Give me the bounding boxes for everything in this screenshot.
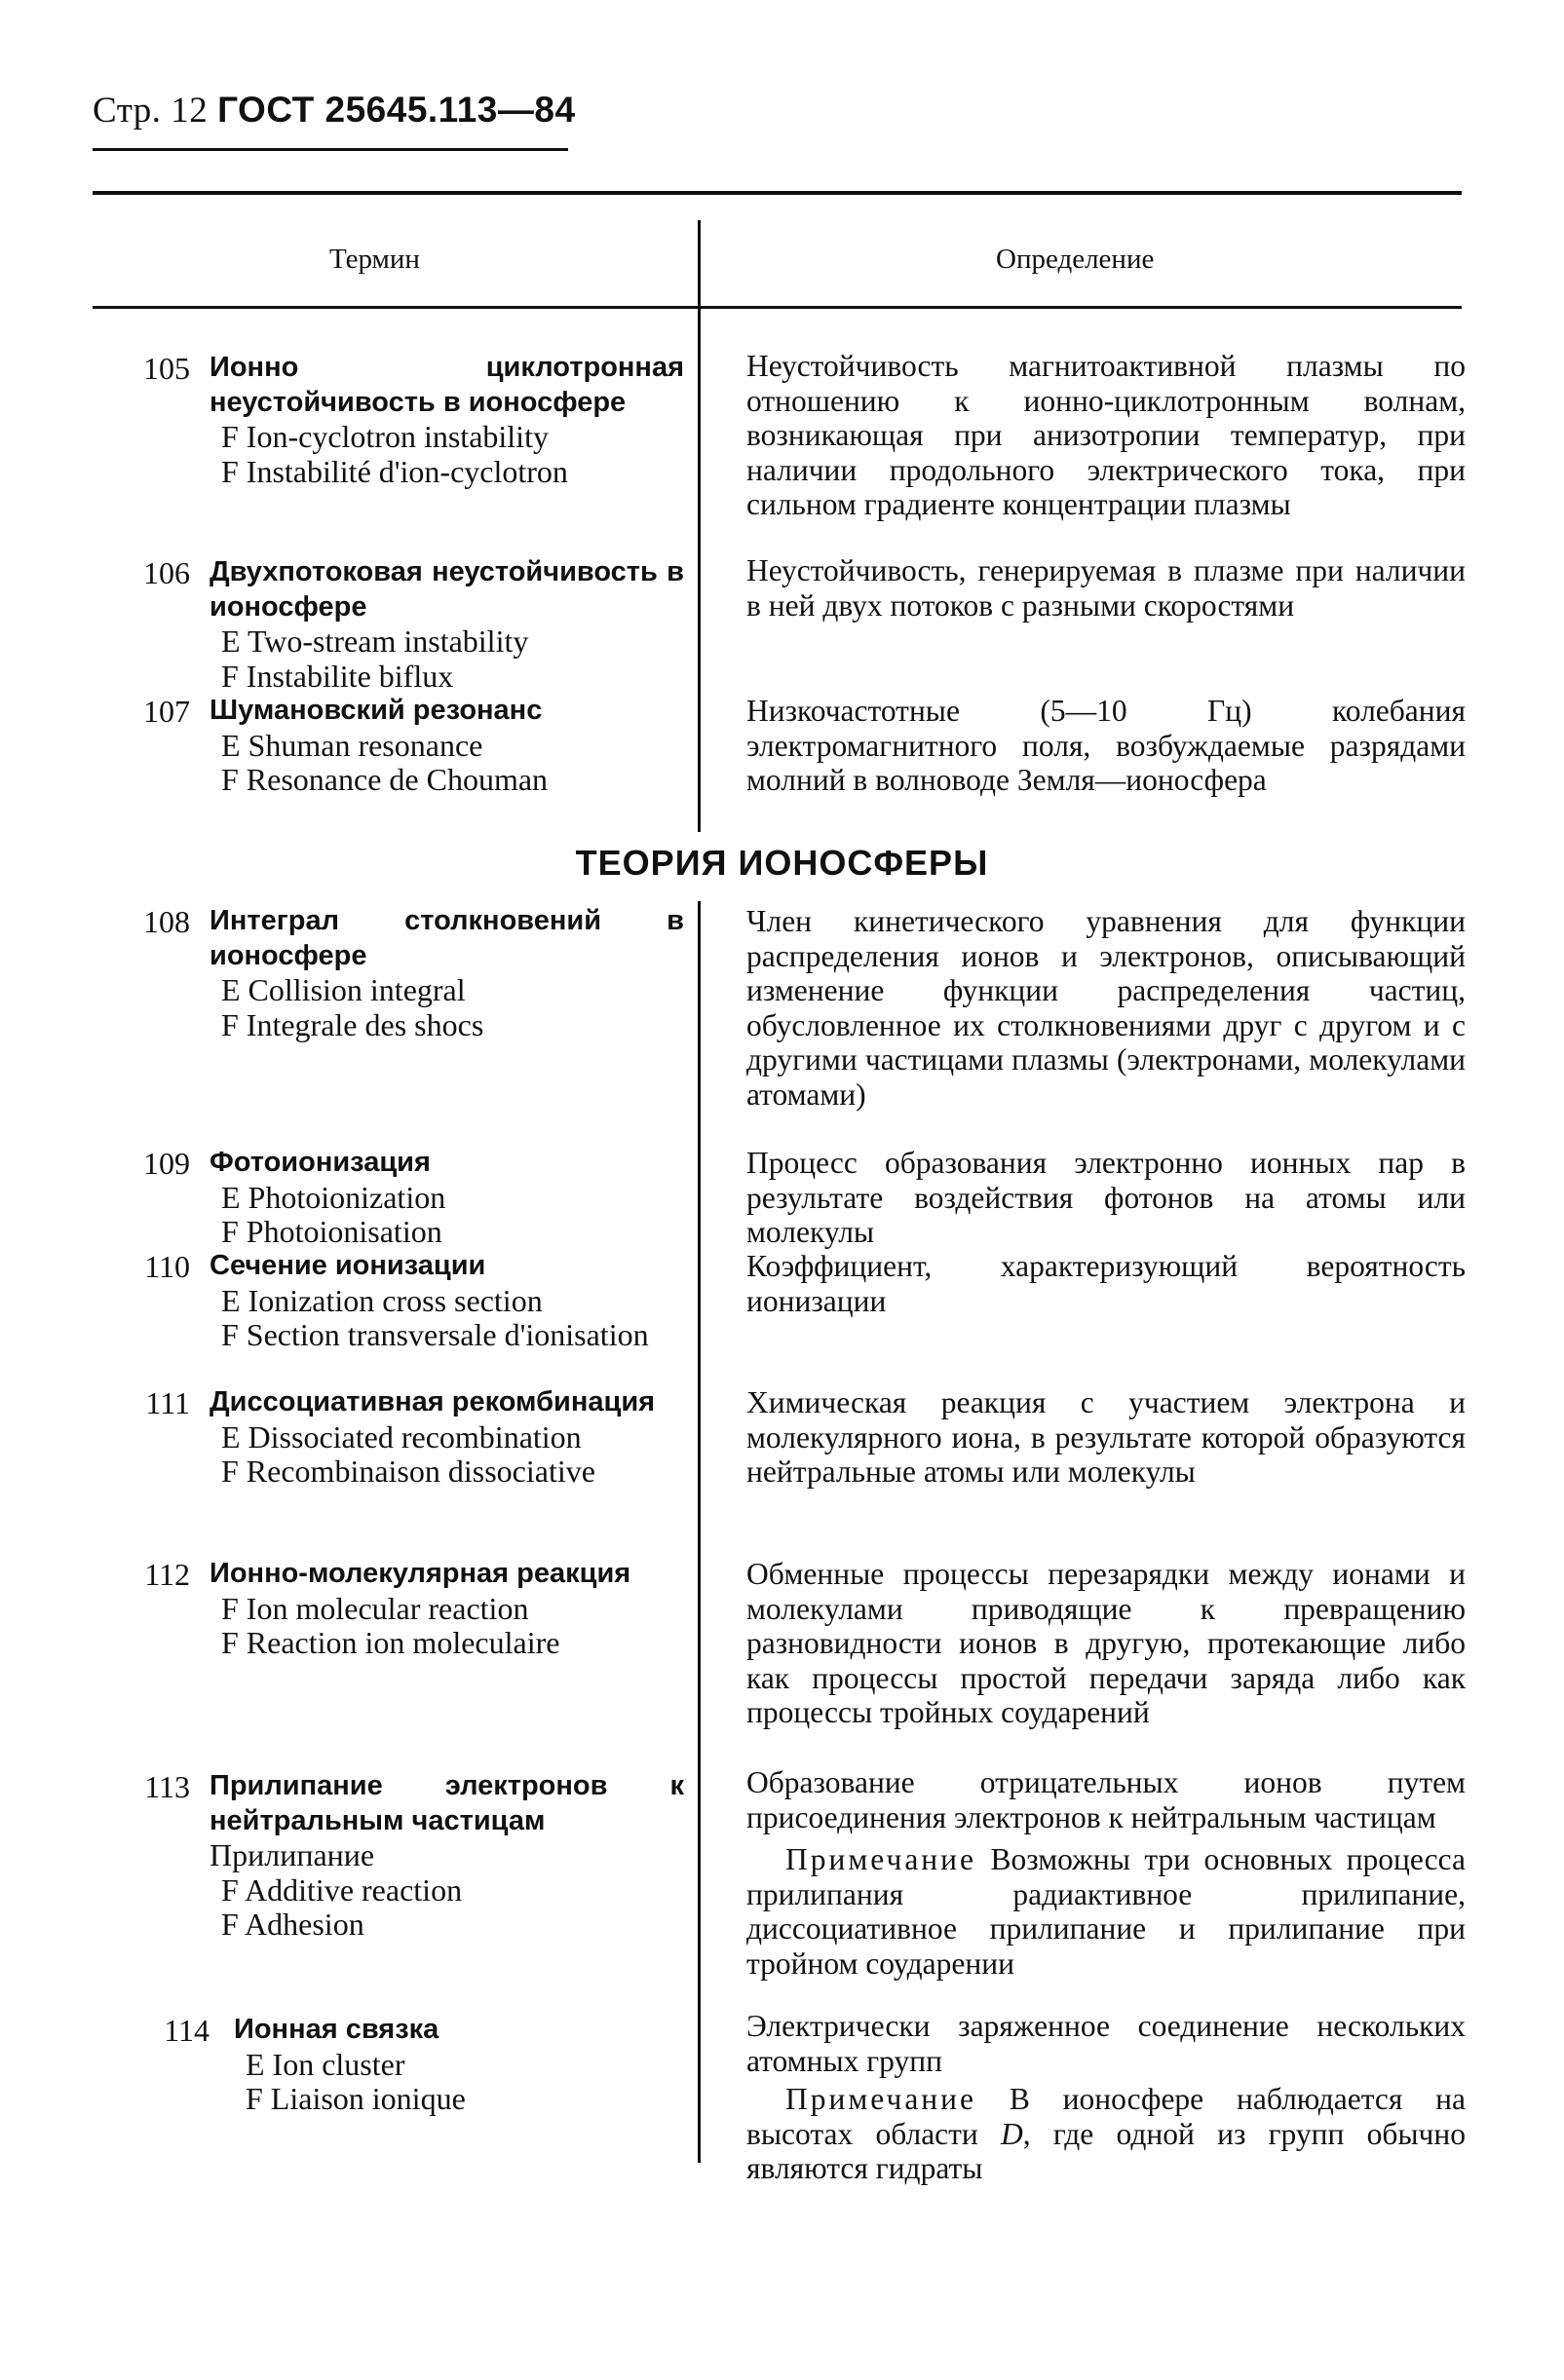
definition-text: Низкочастотные (5—10 Гц) колебания электромагнитного поля, возбуждаемые разрядами молний в волноводе Земля—ионосфера [746,694,1466,797]
definition-cell [746,1765,1466,1981]
definition-text: Неустойчивость, генерируемая в плазме при наличии в ней двух потоков с разными скоростями [746,553,1466,623]
definition-note [746,2082,1466,2186]
term-foreign: E Shuman resonance [221,727,483,763]
note-variable: D [1001,2116,1023,2151]
term-cell [210,1385,684,1490]
definition-text: Член кинетического уравнения для функции распределения ионов и электронов, описывающий изменение функции распределения частиц, обусловленное их столкновениями друг с другом и с другими частицами плазмы (электронами, молекулами атомами) [746,904,1466,1112]
term-russian: Шумановский резонанс [210,695,543,726]
definition-cell [746,349,1466,522]
entry-number: 113 [144,1769,190,1804]
term-foreign: E Collision integral [221,972,466,1007]
table-top-rule [93,191,1462,195]
column-divider-upper [698,220,701,832]
definition-text: Образование отрицательных ионов путем присоединения электронов к нейтральным частицам [746,1765,1466,1834]
term-russian: Двухпотоковая неустойчивость в ионосфере [210,556,684,623]
term-foreign: F Integrale des shocs [221,1006,484,1042]
term-foreign: F Instabilité d'ion-cyclotron [221,453,568,489]
entry-number: 107 [143,694,190,729]
definition-text: Коэффициент, характеризующий вероятность ионизации [746,1249,1466,1318]
term-foreign: E Ion cluster [246,2046,405,2082]
note-label: Примечание [785,2082,977,2116]
term-foreign: F Instabilite biflux [221,658,454,694]
term-foreign: F Liaison ionique [246,2081,466,2116]
term-russian: Ионная связка [234,2014,439,2045]
definition-cell [746,553,1466,623]
term-foreign: E Photoionization [221,1179,446,1215]
entry-number: 111 [145,1385,190,1420]
term-foreign: F Resonance de Chouman [221,762,549,797]
definition-cell [746,1385,1466,1490]
term-foreign: E Two-stream instability [221,623,529,659]
term-cell [210,555,684,694]
term-russian: Ионно-молекулярная реакция [210,1558,631,1589]
definition-cell [746,1249,1466,1318]
entry-number: 114 [164,2013,210,2048]
term-foreign: F Reaction ion moleculaire [221,1625,560,1660]
entry-number: 106 [143,555,190,590]
term-foreign: F Adhesion [221,1907,364,1942]
term-russian: Интеграл столкновений в ионосфере [210,905,684,971]
term-russian: Сечение ионизации [210,1250,486,1281]
definition-cell [746,904,1466,1112]
term-cell [210,1146,684,1250]
definition-cell [746,1146,1466,1250]
term-cell [210,1557,684,1661]
header-underline [93,148,568,151]
term-russian: Ионно циклотронная неустойчивость в ионосфере [210,352,684,418]
column-header-definition: Определение [996,244,1155,275]
term-russian-synonym: Прилипание [210,1837,375,1872]
definition-cell [746,694,1466,798]
definition-note [746,1842,1466,1981]
definition-text: Обменные процессы перезарядки между ионами и молекулами приводящие к превращению разновидности ионов в другую, протекающие либо как процессы простой передачи заряда либо как процессы тройных соударений [746,1557,1466,1729]
note-text: В ионосфере наблюдается на высотах области [746,2082,1466,2151]
term-russian: Прилипание электронов к нейтральным частицам [210,1770,684,1836]
page-label: Стр. 12 [93,91,209,131]
note-text: , где одной из групп обычно являются гидраты [746,2116,1466,2185]
definition-text: Процесс образования электронно ионных пар в результате воздействия фотонов на атомы или молекулы [746,1146,1466,1249]
note-text: Возможны три основных процесса прилипания радиактивное прилипание, диссоциативное прилипание и прилипание при тройном соударении [746,1842,1467,1981]
entry-number: 110 [144,1249,190,1284]
page-header [93,90,576,132]
term-foreign: E Dissociated recombination [221,1418,582,1454]
entry-number: 108 [143,904,190,939]
entry-number: 112 [144,1557,190,1592]
term-russian: Диссоциативная рекомбинация [210,1386,656,1417]
entry-number: 109 [143,1146,190,1181]
definition-text: Неустойчивость магнитоактивной плазмы по отношению к ионно-циклотронным волнам, возникающая при анизотропии температур, при наличии продольного электрического тока, при сильном градиенте концентрации плазмы [746,349,1466,521]
term-foreign: F Photoionisation [221,1214,442,1249]
term-cell [210,904,684,1042]
table-header-rule [93,306,1462,309]
term-cell [234,2013,682,2117]
definition-cell [746,2009,1466,2186]
column-divider-lower [698,901,701,2163]
entry-number: 105 [143,351,190,386]
term-foreign: F Ion-cyclotron instability [221,419,549,454]
section-title: ТЕОРИЯ ИОНОСФЕРЫ [575,843,989,883]
term-foreign: E Ionization cross section [221,1282,543,1318]
definition-text: Электрически заряженное соединение нескольких атомных групп [746,2009,1466,2078]
column-header-term: Термин [329,244,420,275]
term-foreign: F Recombinaison dissociative [221,1454,595,1489]
term-foreign: F Additive reaction [221,1871,463,1908]
term-cell [210,1249,684,1353]
term-cell [210,351,684,489]
term-russian: Фотоионизация [210,1147,431,1178]
term-cell [210,694,684,798]
term-cell [210,1769,684,1943]
definition-cell [746,1557,1466,1730]
term-foreign: F Section transversale d'ionisation [221,1317,649,1352]
note-label: Примечание [785,1842,977,1876]
term-foreign: F Ion molecular reaction [221,1590,529,1626]
standard-number: ГОСТ 25645.113—84 [217,90,576,130]
definition-text: Химическая реакция с участием электрона и молекулярного иона, в результате которой образуются нейтральные атомы или молекулы [746,1385,1466,1489]
